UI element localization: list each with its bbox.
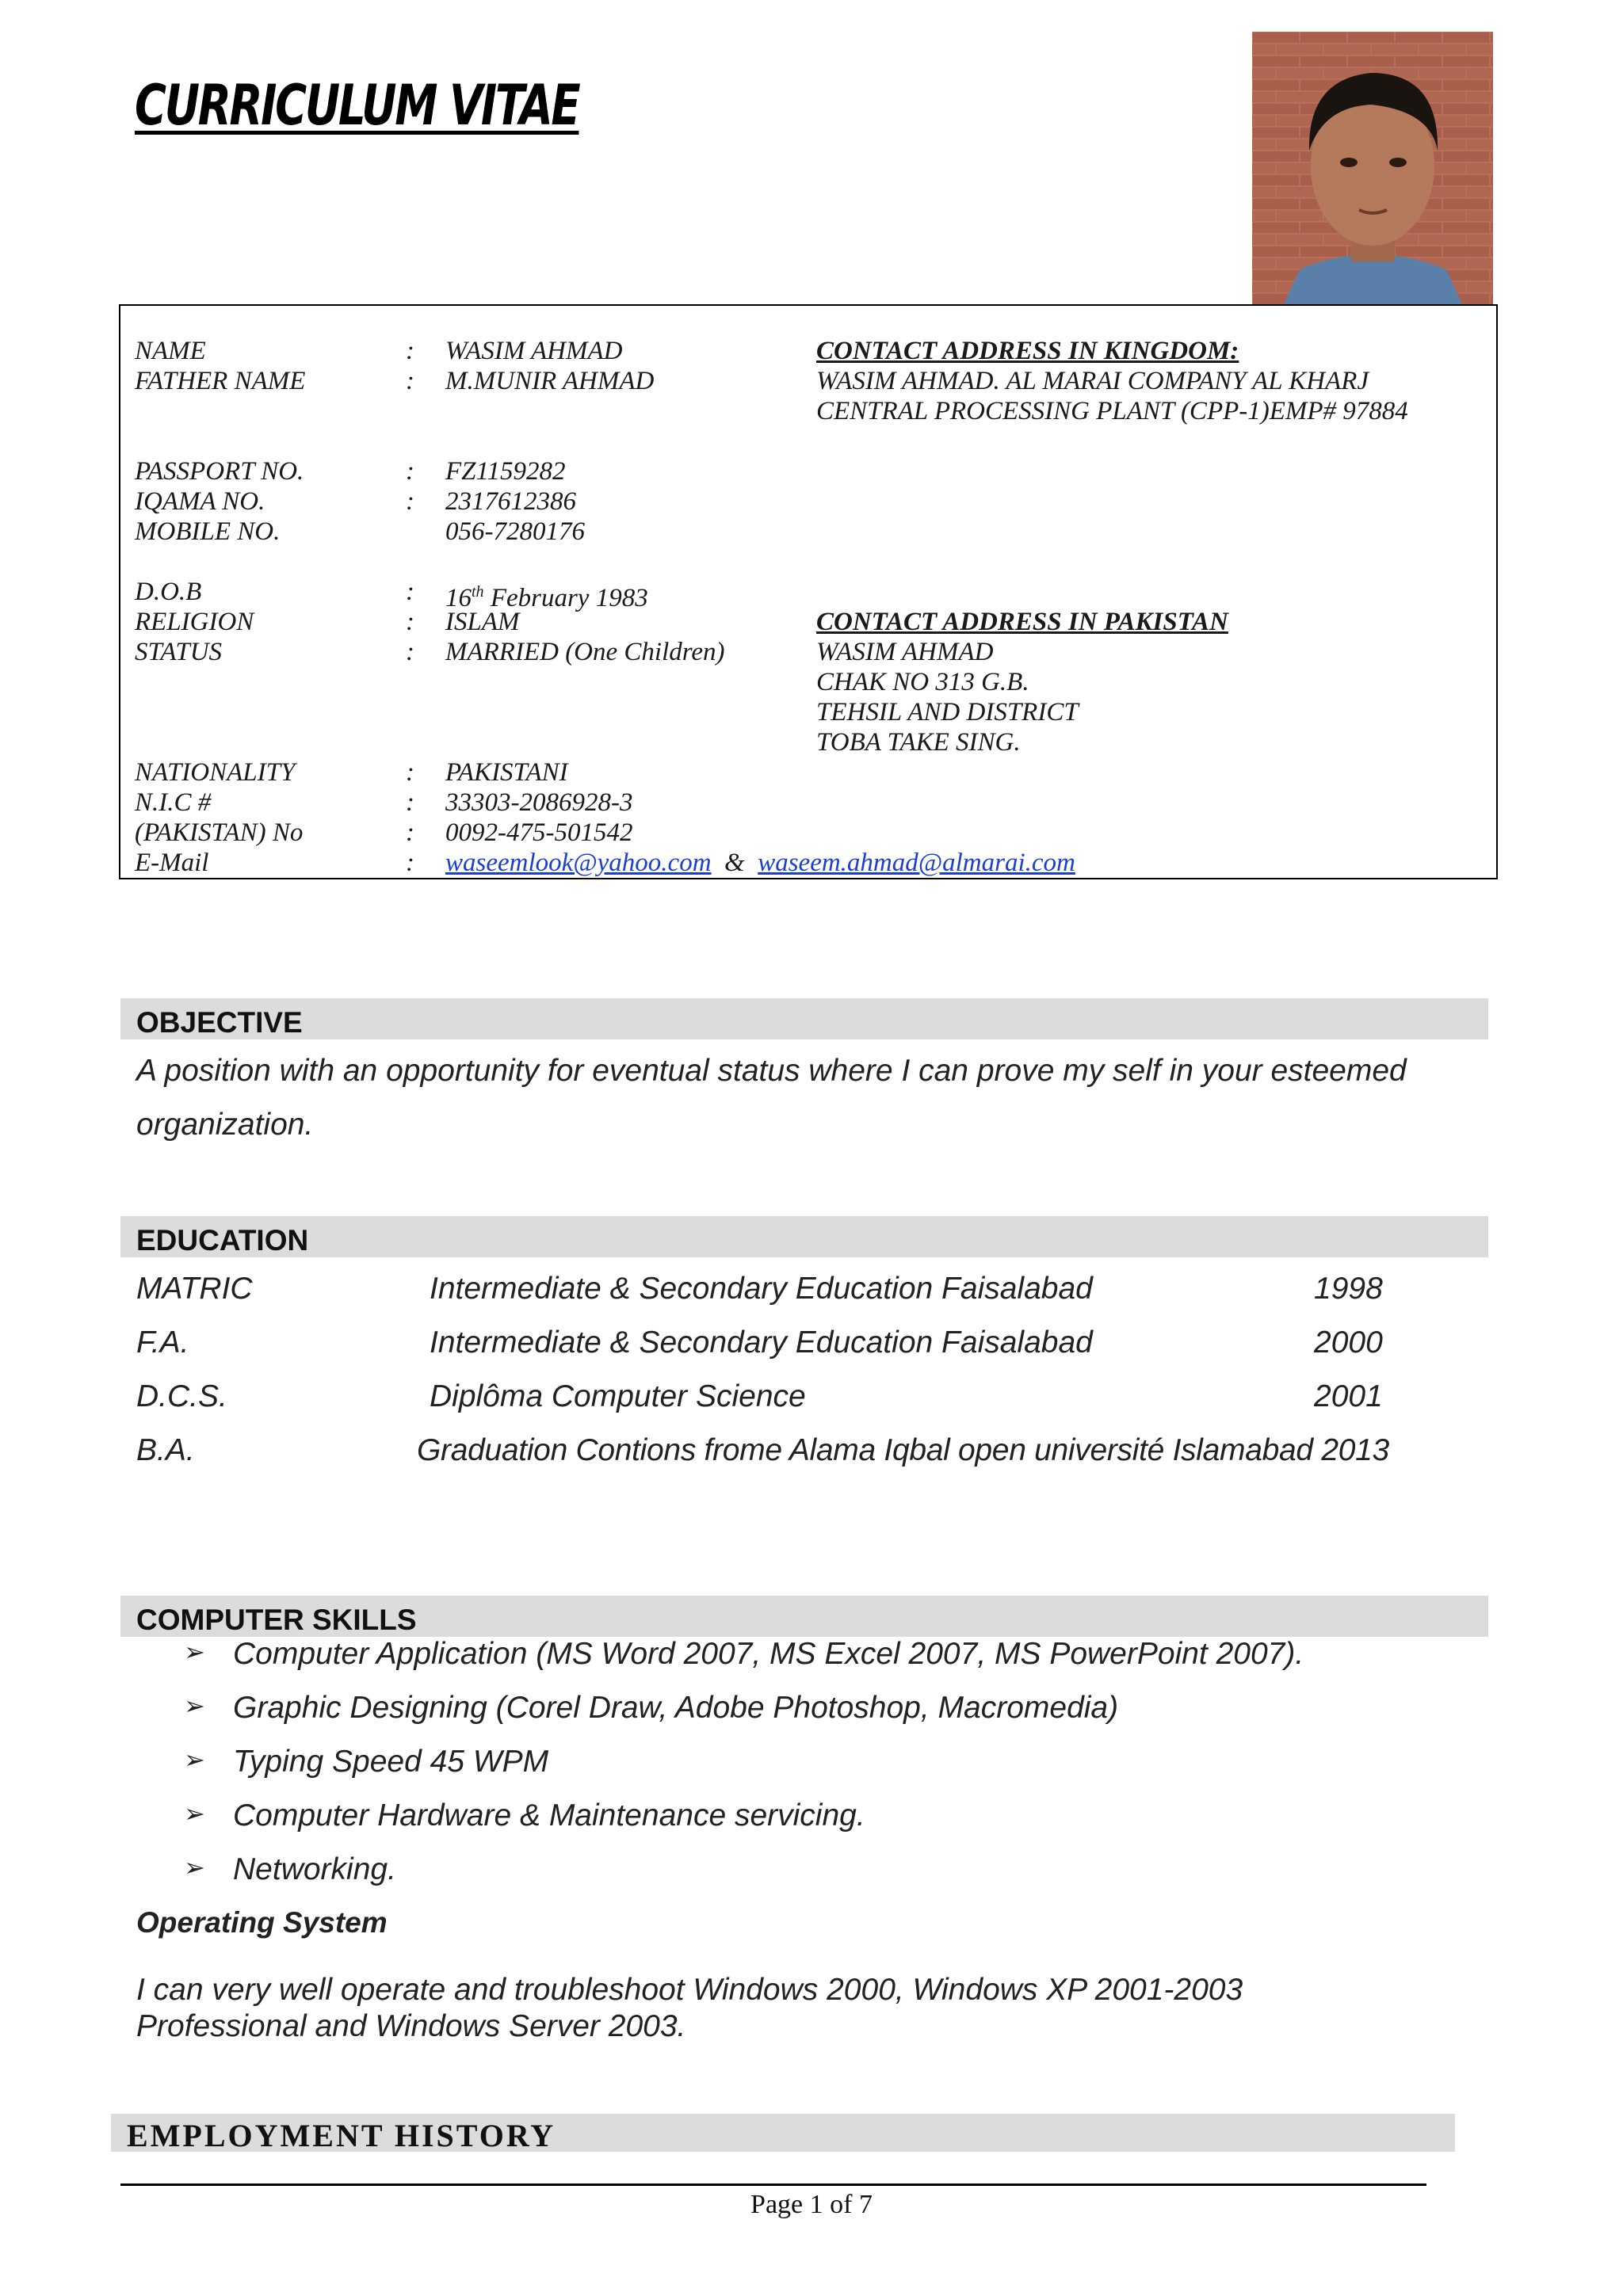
colon: : xyxy=(406,337,414,365)
label-name: NAME xyxy=(135,337,206,365)
arrow-bullet-icon: ➢ xyxy=(184,1853,205,1882)
skill-text: Networking. xyxy=(233,1852,396,1886)
kingdom-address-heading: CONTACT ADDRESS IN KINGDOM: xyxy=(816,337,1239,365)
objective-section-bar xyxy=(120,998,1488,1039)
dob-rest: February 1983 xyxy=(483,584,648,612)
email-link-yahoo[interactable]: waseemlook@yahoo.com xyxy=(445,849,712,877)
skill-text: Computer Application (MS Word 2007, MS Excel 2007, MS PowerPoint 2007). xyxy=(233,1637,1304,1671)
pakistan-address-line: TOBA TAKE SING. xyxy=(816,728,1021,757)
value-status: MARRIED (One Children) xyxy=(445,638,725,666)
employment-heading: EMPLOYMENT HISTORY xyxy=(127,2118,556,2153)
value-mobile: 056-7280176 xyxy=(445,517,585,546)
dob-day: 16 xyxy=(445,584,472,612)
pakistan-address-heading: CONTACT ADDRESS IN PAKISTAN xyxy=(816,608,1228,636)
label-status: STATUS xyxy=(135,638,223,666)
arrow-bullet-icon: ➢ xyxy=(184,1638,205,1666)
value-nic: 33303-2086928-3 xyxy=(445,788,633,817)
label-father-name: FATHER NAME xyxy=(135,367,306,395)
os-text: I can very well operate and troubleshoot Windows 2000, Windows XP 2001-2003 xyxy=(136,1973,1243,2007)
colon: : xyxy=(406,638,414,666)
skill-text: Typing Speed 45 WPM xyxy=(233,1745,549,1779)
skills-heading: COMPUTER SKILLS xyxy=(136,1604,417,1636)
education-institution: Intermediate & Secondary Education Faisalabad xyxy=(430,1325,1093,1360)
colon: : xyxy=(406,818,414,847)
kingdom-address-line: WASIM AHMAD. AL MARAI COMPANY AL KHARJ xyxy=(816,367,1369,395)
education-institution: Graduation Contions frome Alama Iqbal open université Islamabad 2013 xyxy=(417,1433,1389,1467)
education-year: 2001 xyxy=(1314,1379,1383,1413)
pakistan-address-line: CHAK NO 313 G.B. xyxy=(816,668,1029,696)
label-iqama: IQAMA NO. xyxy=(135,487,265,516)
objective-text: organization. xyxy=(136,1108,314,1142)
value-nationality: PAKISTANI xyxy=(445,758,568,787)
label-dob: D.O.B xyxy=(135,578,202,606)
arrow-bullet-icon: ➢ xyxy=(184,1691,205,1720)
os-heading: Operating System xyxy=(136,1906,388,1939)
person-photo xyxy=(1252,32,1493,304)
arrow-bullet-icon: ➢ xyxy=(184,1799,205,1828)
email-link-almarai[interactable]: waseem.ahmad@almarai.com xyxy=(758,849,1075,877)
employment-section-bar xyxy=(111,2114,1455,2152)
education-institution: Diplôma Computer Science xyxy=(430,1379,806,1413)
education-year: 1998 xyxy=(1314,1272,1383,1306)
pakistan-address-line: TEHSIL AND DISTRICT xyxy=(816,698,1079,727)
os-text: Professional and Windows Server 2003. xyxy=(136,2009,686,2043)
colon: : xyxy=(406,487,414,516)
label-nic: N.I.C # xyxy=(135,788,212,817)
education-section-bar xyxy=(120,1216,1488,1257)
label-email: E-Mail xyxy=(135,849,209,877)
person-photo-icon xyxy=(1252,32,1493,304)
education-heading: EDUCATION xyxy=(136,1224,309,1257)
arrow-bullet-icon: ➢ xyxy=(184,1745,205,1774)
skill-text: Graphic Designing (Corel Draw, Adobe Photoshop, Macromedia) xyxy=(233,1691,1119,1725)
colon: : xyxy=(406,758,414,787)
education-degree: MATRIC xyxy=(136,1272,253,1306)
value-email xyxy=(445,848,1075,878)
page-title: CURRICULUM VITAE xyxy=(135,73,579,138)
label-mobile: MOBILE NO. xyxy=(135,517,281,546)
label-religion: RELIGION xyxy=(135,608,254,636)
colon: : xyxy=(406,608,414,636)
page-number: Page 1 of 7 xyxy=(750,2190,873,2219)
objective-heading: OBJECTIVE xyxy=(136,1006,303,1039)
label-pakistan-no: (PAKISTAN) No xyxy=(135,818,304,847)
skill-text: Computer Hardware & Maintenance servicing. xyxy=(233,1798,865,1833)
education-degree: F.A. xyxy=(136,1325,189,1360)
education-degree: B.A. xyxy=(136,1433,195,1467)
colon: : xyxy=(406,578,414,606)
kingdom-address-line: CENTRAL PROCESSING PLANT (CPP-1)EMP# 97884 xyxy=(816,397,1408,425)
dob-suffix: th xyxy=(472,583,484,601)
email-separator: & xyxy=(724,849,745,877)
colon: : xyxy=(406,849,414,877)
value-father-name: M.MUNIR AHMAD xyxy=(445,367,655,395)
skills-section-bar xyxy=(120,1596,1488,1637)
value-pakistan-no: 0092-475-501542 xyxy=(445,818,633,847)
label-passport: PASSPORT NO. xyxy=(135,457,304,486)
education-institution: Intermediate & Secondary Education Faisalabad xyxy=(430,1272,1093,1306)
footer-divider xyxy=(120,2183,1426,2186)
colon: : xyxy=(406,367,414,395)
value-iqama: 2317612386 xyxy=(445,487,576,516)
pakistan-address-line: WASIM AHMAD xyxy=(816,638,994,666)
value-passport: FZ1159282 xyxy=(445,457,566,486)
colon: : xyxy=(406,788,414,817)
education-year: 2000 xyxy=(1314,1325,1383,1360)
value-religion: ISLAM xyxy=(445,608,520,636)
value-name: WASIM AHMAD xyxy=(445,337,623,365)
colon: : xyxy=(406,457,414,486)
label-nationality: NATIONALITY xyxy=(135,758,296,787)
education-degree: D.C.S. xyxy=(136,1379,227,1413)
objective-text: A position with an opportunity for eventual status where I can prove my self in your esteemed xyxy=(136,1054,1407,1088)
